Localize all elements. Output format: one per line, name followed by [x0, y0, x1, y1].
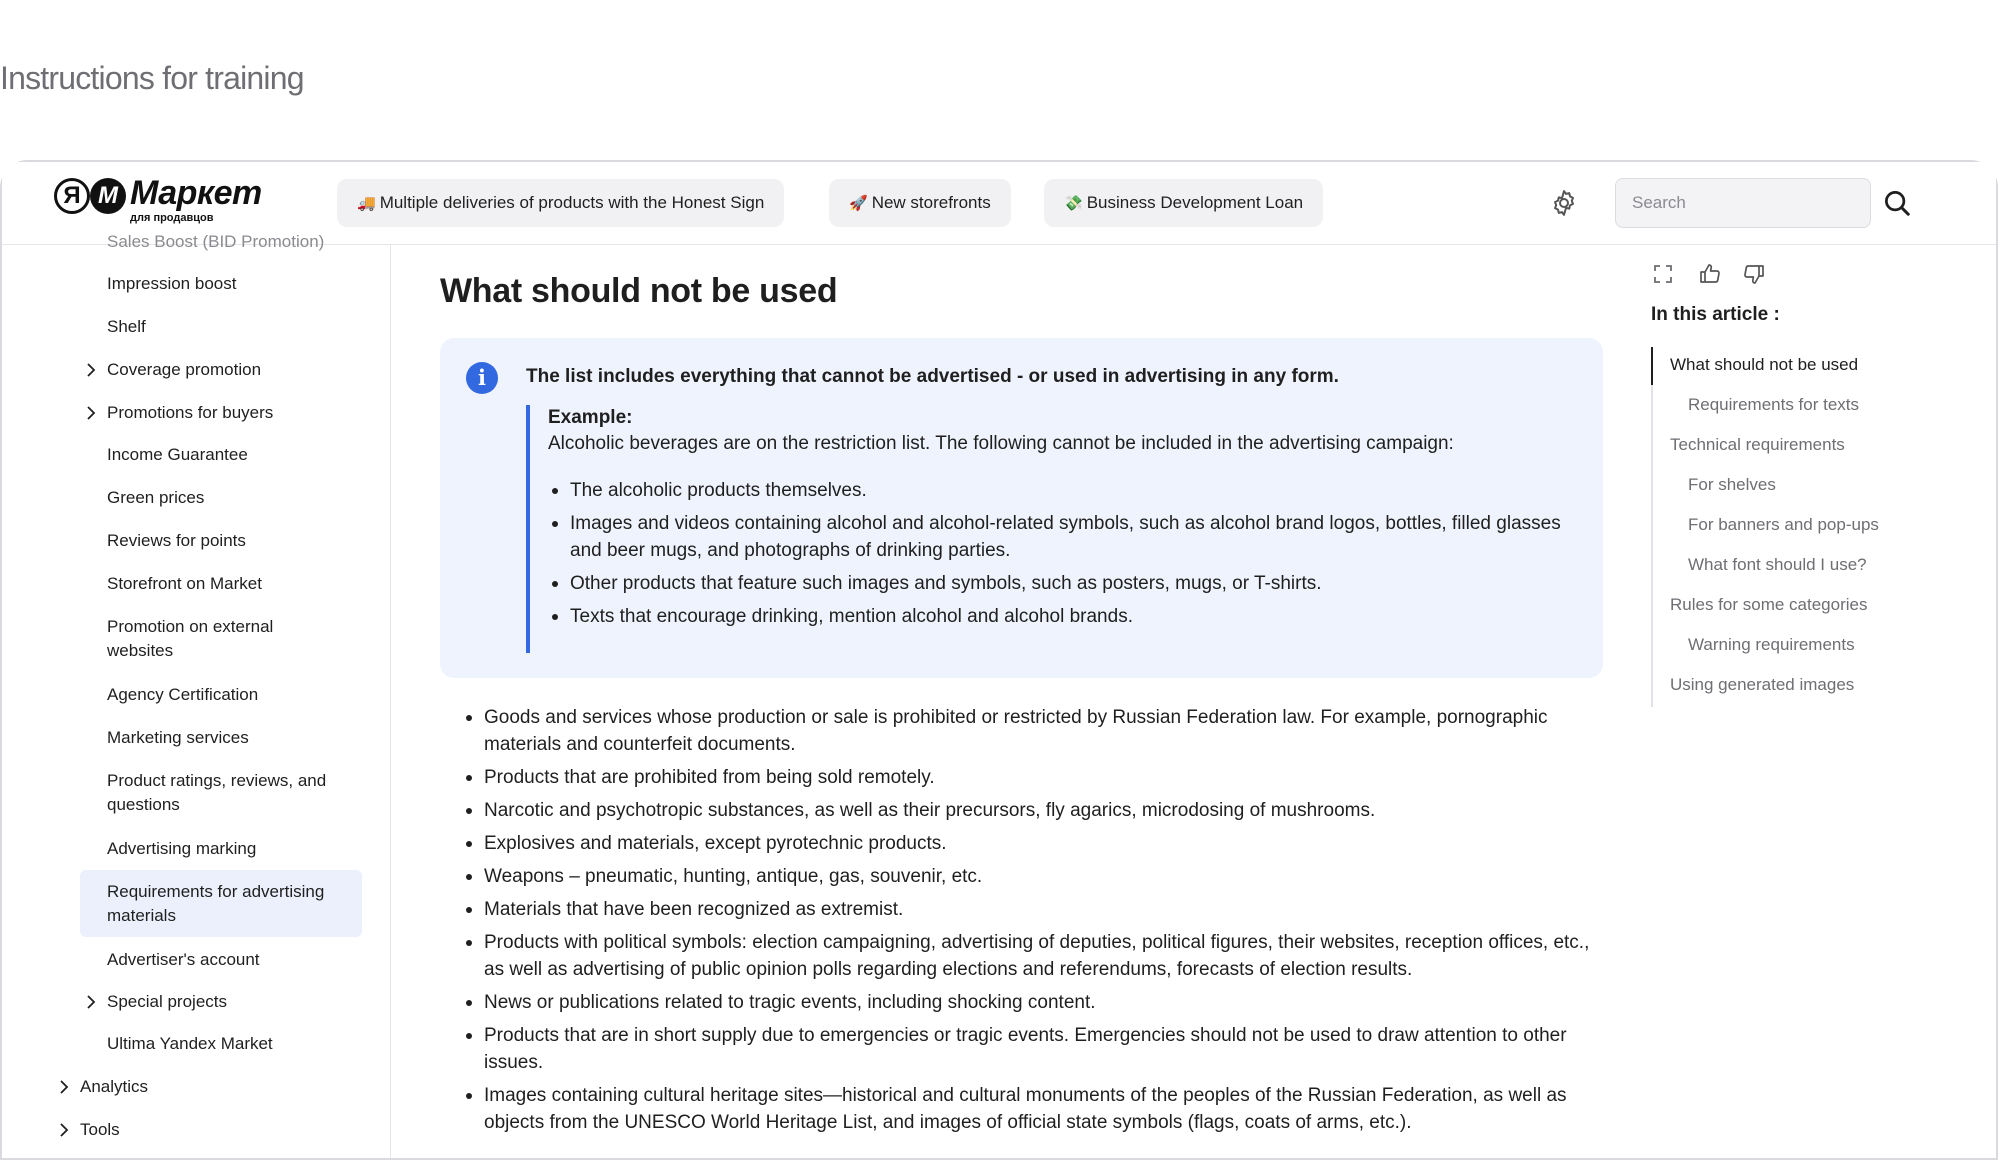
sidebar-item-promotions-for-buyers[interactable]: [107, 401, 273, 425]
truck-icon: 🚚: [357, 195, 376, 212]
sidebar-item-advertising-marking[interactable]: [107, 837, 256, 861]
chevron-right-icon[interactable]: [83, 360, 99, 380]
logo-m-mark: M: [90, 178, 126, 214]
list-item: Images and videos containing alcohol and alcohol-related symbols, such as alcohol brand logos, bottles, filled glasses and beer mugs, and photographs of drinking parties.: [548, 510, 1566, 564]
restricted-items-list: [462, 704, 1592, 1142]
list-item: Products that are in short supply due to emergencies or tragic events. Emergencies should not be used to draw attention to other issues.: [462, 1022, 1592, 1076]
list-item: Images containing cultural heritage sites—historical and cultural monuments of the peoples of the Russian Federation, as well as objects from the UNESCO World Heritage List, and images of official state symbols (flags, coats of arms, etc.).: [462, 1082, 1592, 1136]
browser-frame: [0, 160, 1998, 1160]
toc-item-warning-requirements[interactable]: Warning requirements: [1688, 635, 1855, 654]
sidebar-item-special-projects[interactable]: [107, 990, 227, 1014]
logo-subtitle: для продавцов: [130, 212, 214, 224]
chip-loan[interactable]: [1044, 179, 1323, 227]
chevron-right-icon[interactable]: [56, 1120, 72, 1140]
sidebar-item-label: Storefront on Market: [107, 574, 262, 593]
sidebar-item-label-line2: materials: [107, 906, 176, 925]
sidebar-item-marketing-services[interactable]: [107, 726, 249, 750]
logo-ya-mark: Я: [54, 178, 90, 214]
sidebar-item-agency-certification[interactable]: [107, 683, 258, 707]
chevron-right-icon[interactable]: [83, 992, 99, 1012]
list-item: Other products that feature such images and symbols, such as posters, mugs, or T-shirts.: [548, 570, 1566, 597]
toc-item-requirements-texts[interactable]: Requirements for texts: [1688, 395, 1860, 414]
info-icon: i: [466, 362, 498, 394]
sidebar-item-label: Advertiser's account: [107, 950, 260, 969]
fullscreen-icon[interactable]: [1651, 262, 1675, 286]
sidebar-item-label: Tools: [80, 1120, 120, 1139]
sidebar-item-income-guarantee[interactable]: [107, 443, 248, 467]
sidebar-item-label: Advertising marking: [107, 839, 257, 858]
page-heading: Instructions for training: [0, 60, 304, 96]
toc-item-what-not-used[interactable]: What should not be used: [1670, 355, 1859, 374]
chip-label: New storefronts: [871, 193, 991, 212]
list-item: Weapons – pneumatic, hunting, antique, gas, souvenir, etc.: [462, 863, 1592, 890]
sidebar-item-label: Requirements for advertising: [107, 882, 325, 901]
sidebar-item-clipped[interactable]: Sales Boost (BID Promotion): [107, 232, 325, 251]
sidebar-item-label: Product ratings, reviews, and: [107, 771, 327, 790]
list-item: Narcotic and psychotropic substances, as well as their precursors, fly agarics, microdosing of mushrooms.: [462, 797, 1592, 824]
thumbs-down-icon[interactable]: [1742, 262, 1766, 286]
sidebar-item-label: Agency Certification: [107, 685, 259, 704]
article-content: [392, 244, 1632, 1158]
example-text: Alcoholic beverages are on the restriction list. The following cannot be included in the advertising campaign:: [548, 433, 1454, 454]
sidebar-item-label-line2: questions: [107, 795, 180, 814]
search-icon[interactable]: [1882, 188, 1912, 218]
chevron-right-icon[interactable]: [83, 403, 99, 423]
info-callout: [440, 338, 1603, 678]
chip-honest-sign[interactable]: [337, 179, 784, 227]
sidebar-item-shelf[interactable]: [107, 315, 146, 339]
sidebar-item-label: Impression boost: [107, 274, 237, 293]
sidebar-item-advertisers-account[interactable]: [107, 948, 260, 972]
sidebar-item-label: Analytics: [80, 1077, 149, 1096]
sidebar-item-requirements-advertising[interactable]: [107, 880, 324, 928]
market-logo[interactable]: [54, 176, 294, 232]
toc-active-indicator: [1651, 347, 1653, 385]
toc-item-technical-requirements[interactable]: Technical requirements: [1670, 435, 1845, 454]
chevron-right-icon[interactable]: [56, 1077, 72, 1097]
info-lead-text: The list includes everything that cannot be advertised - or used in advertising in any form.: [526, 366, 1339, 387]
sidebar-item-label: Special projects: [107, 992, 228, 1011]
sidebar-item-ultima[interactable]: [107, 1032, 273, 1056]
sidebar-item-label: Promotions for buyers: [107, 403, 274, 422]
sidebar-item-label: Marketing services: [107, 728, 249, 747]
list-item: News or publications related to tragic events, including shocking content.: [462, 989, 1592, 1016]
sidebar-item-product-ratings[interactable]: [107, 769, 326, 817]
sidebar-nav: [2, 232, 391, 1158]
chip-label: Business Development Loan: [1086, 193, 1304, 212]
toc-item-generated-images[interactable]: Using generated images: [1670, 675, 1855, 694]
sidebar-item-label: Coverage promotion: [107, 360, 262, 379]
toc-title: In this article :: [1651, 304, 1780, 325]
sidebar-item-storefront-on-market[interactable]: [107, 572, 262, 596]
thumbs-up-icon[interactable]: [1698, 262, 1722, 286]
sidebar-item-green-prices[interactable]: [107, 486, 204, 510]
article-title: What should not be used: [440, 272, 838, 310]
example-block: [526, 405, 1566, 653]
sidebar-item-label-line2: websites: [107, 641, 174, 660]
list-item: Texts that encourage drinking, mention alcohol and alcohol brands.: [548, 603, 1566, 630]
settings-gear-icon[interactable]: [1549, 188, 1579, 218]
rocket-icon: 🚀: [849, 195, 868, 212]
toc-item-rules-categories[interactable]: Rules for some categories: [1670, 595, 1868, 614]
sidebar-item-coverage-promotion[interactable]: [107, 358, 261, 382]
sidebar-item-label: Ultima Yandex Market: [107, 1034, 273, 1053]
toc-item-banners-popups[interactable]: For banners and pop-ups: [1688, 515, 1879, 534]
sidebar-item-promotion-external[interactable]: [107, 615, 273, 663]
sidebar-item-impression-boost[interactable]: [107, 272, 236, 296]
table-of-contents: [1651, 347, 1973, 707]
sidebar-item-label: Income Guarantee: [107, 445, 248, 464]
sidebar-item-reviews-for-points[interactable]: [107, 529, 246, 553]
sidebar-item-analytics[interactable]: [80, 1075, 148, 1099]
example-list: [548, 477, 1566, 630]
sidebar-item-tools[interactable]: [80, 1118, 120, 1142]
logo-word: Маркет: [130, 174, 262, 212]
article-rail: [1634, 244, 1998, 1158]
example-title: Example:: [548, 407, 633, 428]
chip-new-storefronts[interactable]: [829, 179, 1011, 227]
chip-label: Multiple deliveries of products with the Honest Sign: [379, 193, 765, 212]
list-item: Goods and services whose production or sale is prohibited or restricted by Russian Federation law. For example, pornographic materials and counterfeit documents.: [462, 704, 1592, 758]
sidebar-item-label: Reviews for points: [107, 531, 246, 550]
sidebar-item-label: Promotion on external: [107, 617, 274, 636]
sidebar-item-label: Green prices: [107, 488, 205, 507]
list-item: Products with political symbols: election campaigning, advertising of deputies, political figures, their websites, reception offices, etc., as well as advertising of public opinion polls regarding elections and referendums, forecasts of election results.: [462, 929, 1592, 983]
list-item: Products that are prohibited from being sold remotely.: [462, 764, 1592, 791]
list-item: Materials that have been recognized as extremist.: [462, 896, 1592, 923]
sidebar-item-label: Shelf: [107, 317, 146, 336]
toc-item-for-shelves[interactable]: For shelves: [1688, 475, 1776, 494]
list-item: Explosives and materials, except pyrotechnic products.: [462, 830, 1592, 857]
list-item: The alcoholic products themselves.: [548, 477, 1566, 504]
toc-item-font[interactable]: What font should I use?: [1688, 555, 1867, 574]
money-wings-icon: 💸: [1064, 195, 1083, 212]
search-input[interactable]: [1615, 178, 1871, 228]
